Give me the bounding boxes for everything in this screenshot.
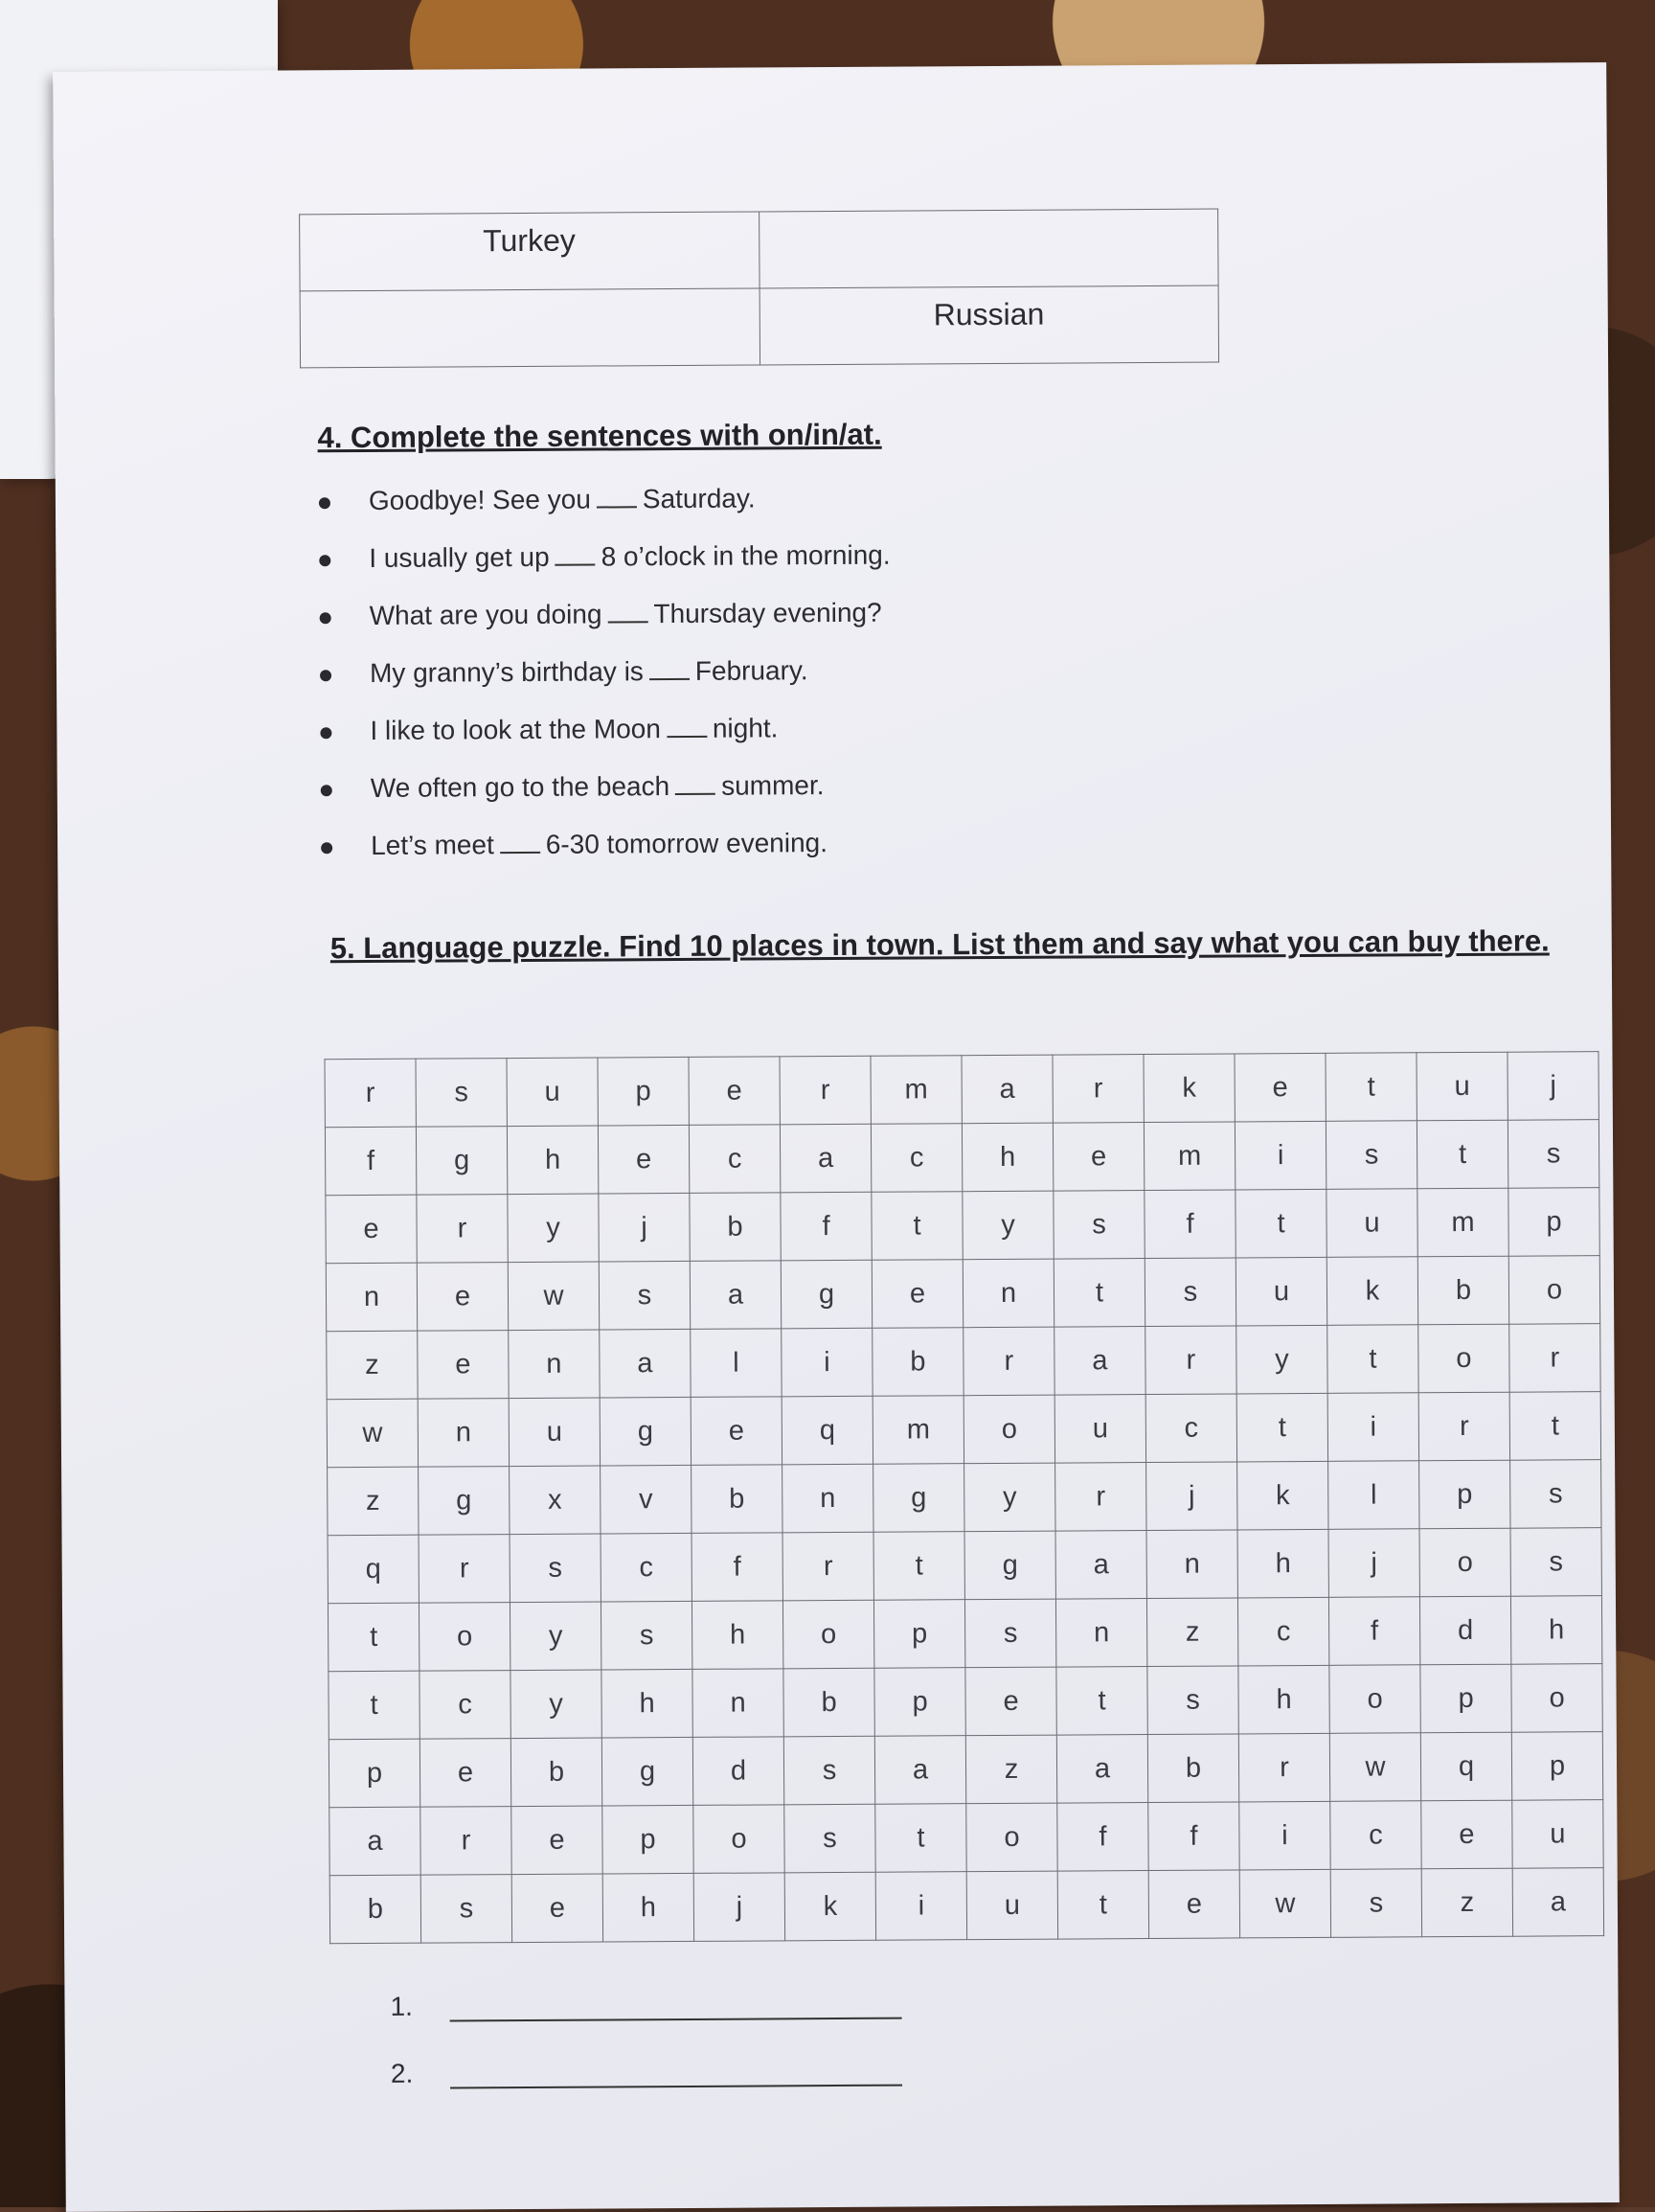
grid-cell: f: [781, 1192, 872, 1261]
grid-cell: m: [873, 1396, 964, 1465]
grid-cell: a: [1512, 1868, 1603, 1937]
grid-cell: t: [1327, 1325, 1418, 1394]
grid-cell: t: [872, 1192, 963, 1261]
sentence-text: [371, 828, 828, 861]
grid-cell: g: [873, 1464, 964, 1533]
grid-cell: r: [417, 1195, 508, 1264]
sentence-text: [369, 484, 756, 516]
grid-cell: t: [1236, 1189, 1326, 1258]
grid-cell: u: [1512, 1800, 1603, 1869]
grid-cell: w: [1329, 1733, 1420, 1802]
grid-cell: f: [1145, 1190, 1236, 1259]
worksheet-content: [53, 62, 1620, 2212]
grid-row: [327, 1392, 1600, 1468]
bullet-icon: [320, 727, 331, 739]
grid-cell: b: [691, 1465, 782, 1534]
grid-cell: f: [1057, 1803, 1148, 1872]
grid-cell: r: [419, 1535, 510, 1604]
grid-cell: h: [1510, 1596, 1601, 1665]
grid-cell: s: [1147, 1666, 1238, 1735]
grid-cell: g: [600, 1397, 691, 1466]
grid-cell: n: [326, 1263, 417, 1332]
table-row: [300, 285, 1218, 368]
bullet-icon: [320, 670, 331, 681]
grid-cell: c: [419, 1671, 510, 1740]
grid-cell: n: [1055, 1599, 1146, 1668]
grid-cell: m: [871, 1056, 962, 1125]
grid-cell: p: [598, 1057, 689, 1126]
grid-row: [325, 1052, 1598, 1128]
bullet-icon: [319, 497, 330, 509]
answer-line[interactable]: [450, 2085, 902, 2089]
grid-cell: i: [1327, 1393, 1418, 1462]
answer-number: 1.: [390, 1991, 413, 2021]
grid-cell: j: [1508, 1052, 1598, 1121]
grid-row: [328, 1596, 1601, 1672]
grid-cell: e: [511, 1874, 602, 1943]
grid-cell: s: [599, 1261, 690, 1330]
answer-item: [391, 2019, 902, 2089]
grid-cell: z: [328, 1467, 419, 1536]
grid-cell: e: [417, 1263, 508, 1332]
grid-cell: w: [508, 1262, 599, 1331]
grid-row: [327, 1324, 1600, 1400]
table-cell: [759, 209, 1218, 288]
grid-cell: c: [871, 1124, 962, 1193]
sentence-before: I like to look at the Moon: [370, 714, 662, 745]
fill-in-blank[interactable]: [667, 715, 707, 738]
grid-cell: z: [1146, 1598, 1237, 1667]
grid-cell: b: [1147, 1734, 1238, 1803]
grid-cell: c: [1237, 1597, 1328, 1666]
grid-cell: n: [782, 1464, 873, 1533]
grid-cell: h: [1238, 1665, 1329, 1734]
grid-cell: o: [693, 1805, 784, 1874]
grid-cell: e: [965, 1667, 1056, 1736]
sentence-item: [321, 757, 893, 818]
grid-cell: n: [692, 1669, 783, 1738]
sentence-text: [370, 655, 808, 689]
grid-cell: u: [509, 1398, 600, 1467]
grid-cell: e: [326, 1195, 417, 1264]
grid-cell: f: [325, 1127, 416, 1196]
grid-cell: e: [1421, 1800, 1512, 1869]
sentence-item: [320, 699, 892, 761]
grid-cell: q: [1420, 1732, 1511, 1801]
sentence-after: summer.: [721, 770, 825, 801]
grid-row: [326, 1256, 1599, 1332]
grid-cell: r: [964, 1327, 1054, 1396]
grid-cell: k: [1144, 1054, 1235, 1123]
grid-cell: g: [419, 1467, 510, 1536]
grid-cell: p: [874, 1668, 965, 1737]
grid-cell: u: [1054, 1395, 1145, 1464]
grid-cell: y: [510, 1670, 601, 1739]
grid-cell: o: [1511, 1664, 1602, 1733]
grid-cell: s: [783, 1736, 874, 1805]
sentence-before: We often go to the beach: [370, 771, 670, 803]
grid-cell: r: [1053, 1055, 1144, 1124]
grid-cell: a: [600, 1329, 691, 1398]
grid-cell: p: [1420, 1664, 1511, 1733]
grid-cell: s: [1510, 1460, 1601, 1529]
grid-cell: o: [1329, 1665, 1420, 1734]
table-cell: Turkey: [300, 212, 759, 291]
grid-cell: h: [602, 1873, 693, 1942]
grid-cell: t: [1236, 1393, 1327, 1462]
grid-cell: t: [1056, 1667, 1147, 1736]
grid-cell: u: [966, 1871, 1057, 1940]
grid-cell: k: [1237, 1461, 1328, 1530]
fill-in-blank[interactable]: [649, 657, 690, 680]
grid-cell: n: [1146, 1530, 1237, 1599]
table-cell: Russian: [759, 285, 1219, 365]
grid-cell: i: [1235, 1121, 1326, 1190]
grid-cell: a: [690, 1261, 781, 1330]
fill-in-blank[interactable]: [675, 772, 715, 795]
grid-cell: y: [963, 1191, 1054, 1260]
grid-cell: y: [1236, 1325, 1327, 1394]
bullet-icon: [320, 612, 331, 624]
fill-in-blank[interactable]: [555, 543, 596, 566]
sentence-text: [371, 770, 825, 804]
grid-cell: r: [1418, 1392, 1509, 1461]
grid-cell: r: [1055, 1463, 1146, 1532]
sentence-text: [369, 540, 890, 574]
grid-cell: i: [1239, 1801, 1330, 1870]
grid-row: [326, 1188, 1599, 1264]
fill-in-blank[interactable]: [607, 600, 647, 623]
exercise-4-title: 4. Complete the sentences with on/in/at.: [317, 417, 882, 455]
grid-cell: q: [328, 1535, 419, 1604]
grid-cell: m: [1417, 1188, 1508, 1257]
grid-cell: f: [1148, 1802, 1239, 1871]
grid-cell: s: [1326, 1121, 1417, 1190]
grid-row: [328, 1528, 1601, 1604]
grid-cell: a: [1056, 1735, 1147, 1804]
grid-cell: h: [691, 1601, 782, 1670]
grid-cell: t: [1326, 1053, 1417, 1122]
grid-cell: s: [1330, 1869, 1421, 1938]
grid-cell: a: [1054, 1327, 1145, 1396]
grid-cell: e: [598, 1125, 689, 1194]
grid-cell: s: [1510, 1528, 1601, 1597]
grid-cell: y: [508, 1194, 599, 1263]
grid-cell: v: [601, 1465, 691, 1534]
grid-cell: l: [1328, 1461, 1419, 1530]
grid-cell: s: [964, 1599, 1055, 1668]
fill-in-blank[interactable]: [500, 831, 540, 854]
grid-cell: r: [782, 1532, 873, 1601]
grid-row: [329, 1868, 1603, 1944]
grid-cell: c: [1330, 1801, 1421, 1870]
grid-cell: n: [509, 1330, 600, 1399]
grid-cell: s: [420, 1875, 511, 1944]
grid-cell: r: [1509, 1324, 1600, 1393]
grid-cell: w: [327, 1399, 418, 1468]
sentence-before: Let’s meet: [371, 830, 494, 860]
grid-cell: r: [780, 1056, 871, 1125]
grid-cell: c: [1145, 1394, 1236, 1463]
grid-cell: e: [511, 1806, 602, 1875]
word-search-grid: [324, 1051, 1604, 1944]
worksheet-page: [53, 62, 1620, 2212]
grid-cell: b: [510, 1738, 601, 1807]
grid-cell: e: [1235, 1053, 1326, 1122]
grid-cell: t: [1417, 1120, 1508, 1189]
grid-cell: g: [964, 1531, 1055, 1600]
grid-cell: b: [329, 1875, 420, 1944]
grid-cell: p: [602, 1805, 693, 1874]
grid-cell: c: [689, 1125, 780, 1194]
grid-cell: j: [693, 1873, 784, 1942]
grid-cell: y: [510, 1602, 601, 1671]
grid-cell: r: [1238, 1733, 1329, 1802]
bullet-icon: [319, 555, 330, 566]
grid-cell: h: [962, 1123, 1053, 1192]
grid-cell: u: [1326, 1189, 1417, 1258]
sentence-item: [320, 642, 892, 703]
grid-cell: b: [690, 1193, 781, 1262]
bullet-icon: [321, 785, 332, 796]
grid-cell: f: [691, 1533, 782, 1602]
sentence-item: [321, 814, 893, 876]
sentence-before: What are you doing: [369, 599, 602, 630]
country-language-table: [299, 209, 1219, 369]
grid-cell: a: [874, 1736, 965, 1805]
grid-cell: s: [601, 1601, 691, 1670]
grid-cell: t: [873, 1532, 964, 1601]
sentence-before: Goodbye! See you: [368, 484, 591, 515]
grid-cell: t: [1509, 1392, 1600, 1461]
grid-cell: n: [418, 1399, 509, 1468]
answer-number: 2.: [390, 2058, 414, 2088]
grid-cell: y: [964, 1463, 1055, 1532]
grid-cell: k: [1326, 1257, 1417, 1326]
grid-row: [329, 1800, 1603, 1876]
grid-cell: p: [1508, 1188, 1599, 1257]
grid-cell: r: [420, 1807, 511, 1876]
exercise-4-list: [319, 469, 893, 876]
grid-cell: s: [1054, 1191, 1145, 1260]
table-cell: [300, 288, 759, 368]
fill-in-blank[interactable]: [597, 485, 637, 508]
grid-cell: g: [416, 1127, 507, 1196]
grid-cell: e: [1053, 1123, 1144, 1192]
grid-cell: e: [419, 1739, 510, 1808]
grid-cell: d: [692, 1737, 783, 1806]
grid-cell: r: [325, 1059, 416, 1128]
grid-cell: a: [329, 1807, 420, 1876]
grid-cell: s: [510, 1534, 601, 1603]
sentence-text: [370, 598, 882, 631]
grid-cell: o: [1508, 1256, 1599, 1325]
grid-cell: t: [1057, 1871, 1148, 1940]
grid-row: [329, 1732, 1602, 1808]
grid-cell: n: [963, 1259, 1054, 1328]
grid-cell: u: [1417, 1052, 1508, 1121]
grid-cell: u: [1236, 1257, 1326, 1326]
grid-cell: i: [782, 1328, 873, 1397]
grid-cell: l: [691, 1329, 782, 1398]
grid-cell: p: [1419, 1460, 1510, 1529]
grid-cell: b: [783, 1668, 874, 1737]
grid-cell: o: [782, 1600, 873, 1669]
grid-cell: p: [329, 1739, 419, 1808]
sentence-before: I usually get up: [369, 541, 550, 573]
grid-cell: o: [964, 1395, 1054, 1464]
sentence-item: [319, 527, 891, 588]
sentence-item: [319, 584, 891, 646]
grid-cell: s: [784, 1804, 875, 1873]
sentence-after: 6-30 tomorrow evening.: [545, 828, 828, 859]
grid-cell: w: [1239, 1869, 1330, 1938]
grid-cell: s: [1508, 1120, 1598, 1189]
grid-cell: s: [1145, 1258, 1236, 1327]
grid-cell: q: [782, 1396, 873, 1465]
grid-cell: i: [875, 1872, 966, 1941]
sentence-after: Thursday evening?: [653, 597, 882, 629]
grid-cell: t: [1054, 1259, 1145, 1328]
grid-cell: j: [599, 1193, 690, 1262]
bullet-icon: [321, 842, 332, 854]
sentence-after: night.: [712, 713, 779, 743]
sentence-after: February.: [694, 655, 808, 686]
grid-cell: g: [601, 1737, 692, 1806]
sentence-after: Saturday.: [642, 483, 756, 514]
grid-cell: e: [872, 1260, 963, 1329]
answer-item: [390, 1952, 901, 2022]
grid-cell: o: [1418, 1324, 1509, 1393]
grid-cell: b: [873, 1328, 964, 1397]
grid-cell: h: [507, 1126, 598, 1195]
table-row: [300, 209, 1218, 291]
sentence-item: [319, 469, 891, 531]
grid-cell: a: [962, 1055, 1053, 1124]
grid-cell: o: [419, 1603, 510, 1672]
grid-cell: o: [1419, 1528, 1510, 1597]
grid-cell: z: [327, 1331, 418, 1400]
grid-cell: h: [601, 1669, 692, 1738]
grid-cell: x: [510, 1466, 601, 1535]
answer-lines: [390, 1952, 902, 2089]
grid-cell: z: [1421, 1868, 1512, 1937]
grid-cell: b: [1417, 1256, 1508, 1325]
grid-row: [329, 1664, 1602, 1740]
grid-cell: t: [328, 1603, 419, 1672]
grid-cell: r: [1145, 1326, 1236, 1395]
grid-cell: f: [1328, 1597, 1419, 1666]
sentence-text: [370, 713, 778, 746]
grid-cell: e: [689, 1057, 780, 1126]
grid-cell: s: [416, 1059, 507, 1128]
grid-row: [328, 1460, 1601, 1536]
grid-cell: t: [875, 1804, 966, 1873]
grid-cell: e: [418, 1331, 509, 1400]
sentence-after: 8 o’clock in the morning.: [601, 539, 891, 572]
grid-cell: j: [1146, 1462, 1237, 1531]
grid-cell: g: [781, 1260, 872, 1329]
grid-cell: e: [691, 1397, 782, 1466]
sentence-before: My granny’s birthday is: [369, 656, 644, 688]
grid-cell: a: [1055, 1531, 1146, 1600]
grid-cell: j: [1328, 1529, 1419, 1598]
grid-cell: m: [1144, 1122, 1235, 1191]
grid-cell: a: [780, 1124, 871, 1193]
grid-cell: p: [873, 1600, 964, 1669]
grid-cell: t: [329, 1671, 419, 1740]
grid-cell: u: [507, 1058, 598, 1127]
grid-row: [325, 1120, 1598, 1196]
grid-cell: p: [1511, 1732, 1602, 1801]
grid-cell: z: [965, 1735, 1056, 1804]
grid-cell: c: [601, 1533, 691, 1602]
grid-cell: d: [1419, 1596, 1510, 1665]
grid-cell: e: [1148, 1870, 1239, 1939]
grid-cell: k: [784, 1872, 875, 1941]
grid-cell: h: [1237, 1529, 1328, 1598]
exercise-5-title: 5. Language puzzle. Find 10 places in town. List them and say what you can buy there.: [329, 924, 1550, 966]
grid-cell: o: [966, 1803, 1057, 1872]
